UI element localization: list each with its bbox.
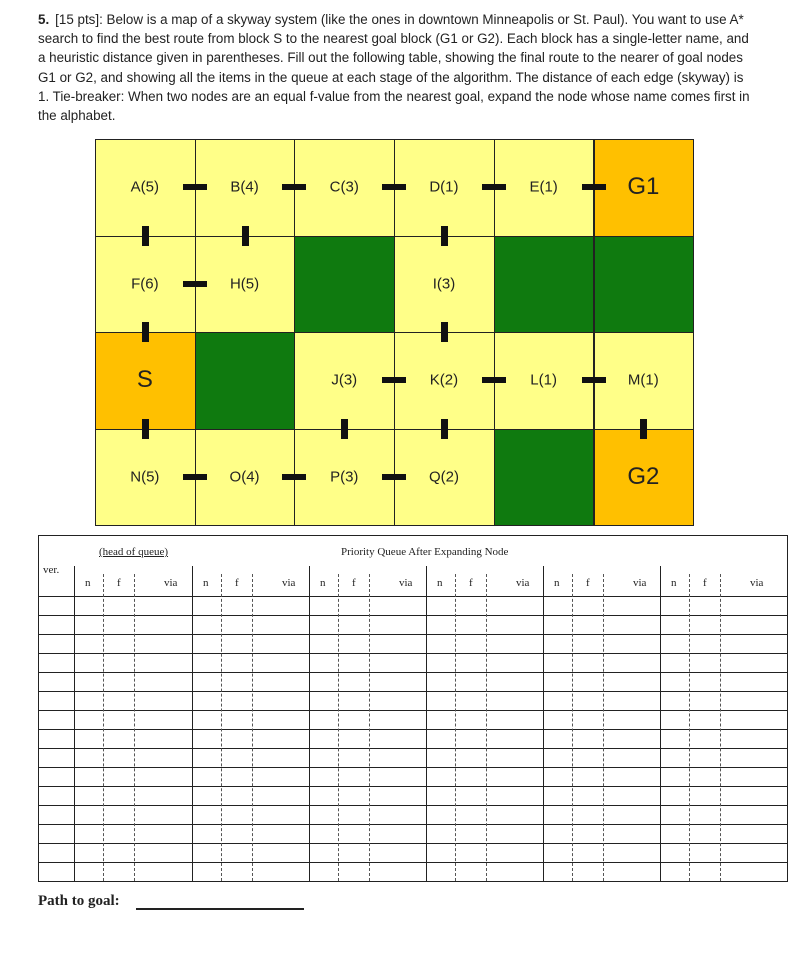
- skyway-link: [183, 281, 207, 287]
- col-via-header: via: [750, 577, 764, 589]
- queue-cell[interactable]: [193, 749, 308, 766]
- queue-cell[interactable]: [427, 749, 542, 766]
- queue-cell[interactable]: [310, 654, 425, 671]
- map-wall-block: [195, 332, 296, 430]
- block-label: M(1): [627, 371, 659, 389]
- ver-cell[interactable]: [40, 768, 73, 785]
- queue-cell[interactable]: [661, 730, 786, 747]
- queue-cell[interactable]: [75, 673, 191, 690]
- queue-cell[interactable]: [75, 692, 191, 709]
- priority-queue-table: [38, 535, 788, 882]
- queue-cell[interactable]: [193, 616, 308, 633]
- queue-cell[interactable]: [75, 597, 191, 614]
- queue-cell[interactable]: [544, 787, 659, 804]
- queue-cell[interactable]: [193, 654, 308, 671]
- ver-column-header: ver.: [43, 564, 60, 576]
- ver-cell[interactable]: [40, 597, 73, 614]
- queue-cell[interactable]: [427, 635, 542, 652]
- block-label: K(2): [429, 371, 459, 389]
- block-label: C(3): [329, 178, 359, 196]
- question-number: 5.: [38, 12, 50, 27]
- queue-cell[interactable]: [193, 844, 308, 861]
- queue-cell[interactable]: [310, 825, 425, 842]
- queue-cell[interactable]: [193, 692, 308, 709]
- queue-cell[interactable]: [427, 806, 542, 823]
- ver-cell[interactable]: [40, 825, 73, 842]
- queue-cell[interactable]: [544, 597, 659, 614]
- col-via-header: via: [516, 577, 530, 589]
- block-label: O(4): [229, 468, 260, 486]
- ver-cell[interactable]: [40, 692, 73, 709]
- path-answer-line[interactable]: [136, 908, 304, 910]
- queue-cell[interactable]: [310, 787, 425, 804]
- queue-cell[interactable]: [427, 692, 542, 709]
- queue-cell[interactable]: [544, 673, 659, 690]
- head-of-queue-label: (head of queue): [99, 546, 169, 558]
- map-wall-block: [294, 236, 395, 334]
- queue-cell[interactable]: [193, 768, 308, 785]
- queue-cell[interactable]: [310, 635, 425, 652]
- queue-cell[interactable]: [193, 597, 308, 614]
- queue-cell[interactable]: [427, 844, 542, 861]
- queue-table-title: Priority Queue After Expanding Node: [341, 546, 509, 558]
- queue-cell[interactable]: [661, 711, 786, 728]
- queue-cell[interactable]: [193, 673, 308, 690]
- queue-cell[interactable]: [193, 635, 308, 652]
- queue-cell[interactable]: [427, 768, 542, 785]
- block-label: D(1): [429, 178, 459, 196]
- skyway-link: [441, 226, 448, 246]
- skyway-link: [382, 184, 406, 190]
- block-label: A(5): [130, 178, 160, 196]
- skyway-link: [441, 322, 448, 342]
- col-n-header: n: [85, 577, 91, 589]
- map-wall-block: [494, 236, 595, 334]
- queue-cell[interactable]: [75, 635, 191, 652]
- ver-cell[interactable]: [40, 673, 73, 690]
- queue-cell[interactable]: [544, 616, 659, 633]
- question-text: [38, 10, 758, 125]
- queue-cell[interactable]: [661, 673, 786, 690]
- block-label: L(1): [530, 371, 557, 389]
- block-label: P(3): [330, 468, 359, 486]
- block-label: F(6): [131, 275, 159, 293]
- queue-cell[interactable]: [661, 863, 786, 880]
- skyway-link: [382, 474, 406, 480]
- skyway-link: [183, 184, 207, 190]
- col-n-header: n: [437, 577, 443, 589]
- skyway-link: [640, 419, 647, 439]
- block-label: G2: [627, 462, 660, 490]
- queue-cell[interactable]: [661, 692, 786, 709]
- queue-cell[interactable]: [427, 673, 542, 690]
- queue-cell[interactable]: [427, 863, 542, 880]
- queue-cell[interactable]: [427, 787, 542, 804]
- col-via-header: via: [633, 577, 647, 589]
- queue-cell[interactable]: [427, 730, 542, 747]
- ver-cell[interactable]: [40, 635, 73, 652]
- queue-cell[interactable]: [310, 768, 425, 785]
- queue-cell[interactable]: [193, 787, 308, 804]
- queue-cell[interactable]: [75, 787, 191, 804]
- queue-cell[interactable]: [193, 730, 308, 747]
- col-n-header: n: [320, 577, 326, 589]
- queue-cell[interactable]: [544, 749, 659, 766]
- queue-cell[interactable]: [310, 863, 425, 880]
- queue-cell[interactable]: [193, 806, 308, 823]
- queue-cell[interactable]: [193, 825, 308, 842]
- block-label: B(4): [230, 178, 259, 196]
- queue-cell[interactable]: [75, 749, 191, 766]
- queue-cell[interactable]: [310, 692, 425, 709]
- col-f-header: f: [117, 577, 121, 589]
- queue-cell[interactable]: [544, 768, 659, 785]
- queue-cell[interactable]: [661, 806, 786, 823]
- queue-cell[interactable]: [75, 730, 191, 747]
- queue-cell[interactable]: [310, 806, 425, 823]
- queue-cell[interactable]: [427, 597, 542, 614]
- block-label: S: [136, 366, 153, 394]
- col-n-header: n: [203, 577, 209, 589]
- queue-cell[interactable]: [661, 597, 786, 614]
- queue-cell[interactable]: [661, 844, 786, 861]
- ver-cell[interactable]: [40, 844, 73, 861]
- ver-cell[interactable]: [40, 730, 73, 747]
- queue-cell[interactable]: [75, 806, 191, 823]
- queue-cell[interactable]: [310, 616, 425, 633]
- queue-cell[interactable]: [310, 844, 425, 861]
- queue-cell[interactable]: [544, 825, 659, 842]
- skyway-link: [142, 419, 149, 439]
- skyway-link: [482, 184, 506, 190]
- queue-cell[interactable]: [544, 635, 659, 652]
- block-label: G1: [627, 173, 660, 201]
- map-wall-block: [494, 429, 595, 527]
- queue-cell[interactable]: [75, 616, 191, 633]
- queue-cell[interactable]: [310, 730, 425, 747]
- skyway-link: [582, 377, 606, 383]
- queue-cell[interactable]: [544, 844, 659, 861]
- skyway-link: [183, 474, 207, 480]
- queue-cell[interactable]: [544, 711, 659, 728]
- skyway-link: [282, 184, 306, 190]
- queue-cell[interactable]: [544, 692, 659, 709]
- queue-cell[interactable]: [544, 806, 659, 823]
- queue-cell[interactable]: [661, 825, 786, 842]
- queue-cell[interactable]: [310, 673, 425, 690]
- queue-cell[interactable]: [310, 711, 425, 728]
- question-body: [15 pts]: Below is a map of a skyway system (like the ones in downtown Minneapolis or St. Paul). You want to use A* search to find the best route from block S to the nearest goal block (G1 or G2). Each block has a single-letter name, and a heuristic distance given in parentheses. Fill out the following table, showing the final route to the nearer of goal nodes G1 or G2, and showing all the items in the queue at each stage of the algorithm. The distance of each edge (skyway) is 1. Tie-breaker: When two nodes are an equal f-value from the nearest goal, expand the node whose name comes first in the alphabet.: [38, 12, 750, 124]
- queue-cell[interactable]: [75, 863, 191, 880]
- skyway-link: [341, 419, 348, 439]
- col-f-header: f: [703, 577, 707, 589]
- skyway-link: [441, 419, 448, 439]
- skyway-link: [282, 474, 306, 480]
- ver-cell[interactable]: [40, 787, 73, 804]
- block-label: N(5): [130, 468, 160, 486]
- block-label: Q(2): [428, 468, 459, 486]
- skyway-link: [142, 322, 149, 342]
- queue-cell[interactable]: [75, 654, 191, 671]
- ver-cell[interactable]: [40, 863, 73, 880]
- queue-cell[interactable]: [661, 654, 786, 671]
- ver-cell[interactable]: [40, 749, 73, 766]
- col-via-header: via: [282, 577, 296, 589]
- queue-cell[interactable]: [193, 863, 308, 880]
- queue-cell[interactable]: [310, 749, 425, 766]
- queue-cell[interactable]: [427, 616, 542, 633]
- skyway-link: [482, 377, 506, 383]
- queue-cell[interactable]: [193, 711, 308, 728]
- col-n-header: n: [554, 577, 560, 589]
- block-label: H(5): [229, 275, 260, 293]
- col-f-header: f: [586, 577, 590, 589]
- queue-cell[interactable]: [427, 711, 542, 728]
- queue-cell[interactable]: [544, 863, 659, 880]
- skyway-map: [95, 139, 693, 525]
- col-f-header: f: [469, 577, 473, 589]
- skyway-link: [582, 184, 606, 190]
- col-f-header: f: [352, 577, 356, 589]
- queue-cell[interactable]: [544, 654, 659, 671]
- queue-cell[interactable]: [661, 768, 786, 785]
- queue-cell[interactable]: [661, 635, 786, 652]
- skyway-link: [382, 377, 406, 383]
- ver-cell[interactable]: [40, 711, 73, 728]
- col-n-header: n: [671, 577, 677, 589]
- queue-cell[interactable]: [75, 844, 191, 861]
- queue-cell[interactable]: [427, 654, 542, 671]
- path-to-goal-label: Path to goal:: [38, 893, 120, 909]
- queue-cell[interactable]: [661, 749, 786, 766]
- queue-cell[interactable]: [427, 825, 542, 842]
- col-via-header: via: [399, 577, 413, 589]
- queue-cell[interactable]: [310, 597, 425, 614]
- ver-cell[interactable]: [40, 806, 73, 823]
- col-via-header: via: [164, 577, 178, 589]
- block-label: J(3): [331, 371, 358, 389]
- queue-cell[interactable]: [75, 825, 191, 842]
- queue-cell[interactable]: [544, 730, 659, 747]
- skyway-link: [242, 226, 249, 246]
- block-label: I(3): [432, 275, 456, 293]
- block-label: E(1): [529, 178, 558, 196]
- queue-cell[interactable]: [661, 616, 786, 633]
- queue-cell[interactable]: [75, 711, 191, 728]
- skyway-link: [142, 226, 149, 246]
- col-f-header: f: [235, 577, 239, 589]
- ver-cell[interactable]: [40, 616, 73, 633]
- queue-cell[interactable]: [75, 768, 191, 785]
- ver-cell[interactable]: [40, 654, 73, 671]
- map-wall-block: [594, 236, 695, 334]
- queue-cell[interactable]: [661, 787, 786, 804]
